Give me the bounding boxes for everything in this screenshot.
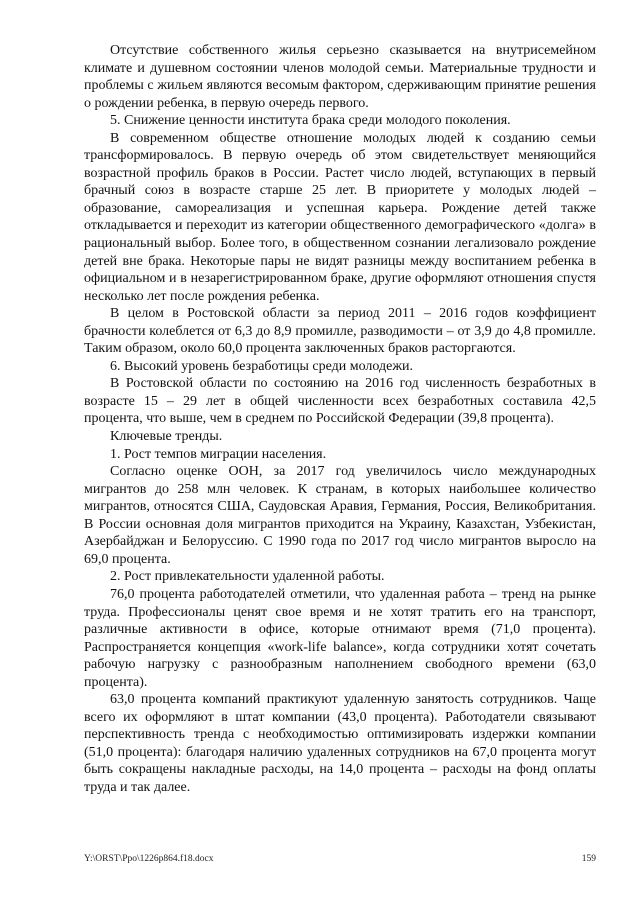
paragraph-remote-work-employers: 76,0 процента работодателей отметили, что удаленная работа – тренд на рынке труда. Профессионалы ценят свое время и не хотят тратить его на транспорт, различные активности в офисе, которые отнимают время (71,0 процента). Распространяется концепция «work-life balance», когда сотрудники хотят сочетать рабочую нагрузку с разнообразным наполнением свободного времени (63,0 процента). [84,586,596,690]
paragraph-migration: Согласно оценке ООН, за 2017 год увеличилось число международных мигрантов до 258 млн человек. К странам, в которых наибольшее количество мигрантов, относятся США, Саудовская Аравия, Германия, Россия, Великобритания. В России основная доля мигрантов приходится на Украину, Казахстан, Узбекистан, Азербайджан и Белоруссию. С 1990 года по 2017 год число мигрантов выросло на 69,0 процента. [84,464,596,567]
heading-migration: 1. Рост темпов миграции населения. [110,446,327,462]
paragraph-marriage-attitudes: В современном обществе отношение молодых людей к созданию семьи трансформировалось. В первую очередь об этом свидетельствует меняющийся возрастной профиль браков в России. Растет число людей, вступающих в первый брачный союз в возрасте старше 25 лет. В приоритете у молодых людей – образование, самореализация и успешная карьера. Рождение детей также откладывается и переходит из категории общественного демографического «долга» в рациональный выбор. Более того, в общественном сознании легализовало рождение детей вне брака. Некоторые пары не видят разницы между воспитанием ребенка в официальном и в незарегистрированном браке, другие оформляют отношения спустя несколько лет после рождения ребенка. [84,130,596,304]
heading-remote-work: 2. Рост привлекательности удаленной работы. [110,569,385,585]
heading-unemployment: 6. Высокий уровень безработицы среди молодежи. [110,358,413,374]
footer-file-path: Y:\ORST\Ppo\1226p864.f18.docx [84,854,214,864]
heading-key-trends: Ключевые тренды. [110,429,223,445]
paragraph-remote-work-companies: 63,0 процента компаний практикуют удаленную занятость сотрудников. Чаще всего их оформляют в штат компании (43,0 процента). Работодатели связывают перспективность тренда с необходимостью оптимизировать издержки компании (51,0 процента): благодаря наличию удаленных сотрудников на 67,0 процента могут быть сокращены накладные расходы, на 14,0 процента – расходы на фонд оплаты труда и так далее. [84,692,596,795]
paragraph-marriage-rates: В целом в Ростовской области за период 2011 – 2016 годов коэффициент брачности колеблется от 6,3 до 8,9 промилле, разводимости – от 3,9 до 4,8 промилле. Таким образом, около 60,0 процента заключенных браков расторгаются. [84,306,596,357]
document-body [84,42,596,797]
heading-marriage-value: 5. Снижение ценности института брака среди молодого поколения. [110,113,511,129]
page-number: 159 [581,854,596,864]
paragraph-housing: Отсутствие собственного жилья серьезно сказывается на внутрисемейном климате и душевном состоянии членов молодой семьи. Материальные трудности и проблемы с жильем являются весомым фактором, сдерживающим принятие решения о рождении ребенка, в первую очередь первого. [84,43,596,111]
paragraph-unemployment: В Ростовской области по состоянию на 2016 год численность безработных в возрасте 15 – 29 лет в общей численности всех безработных составила 42,5 процента, что выше, чем в среднем по Российской Федерации (39,8 процента). [84,376,596,427]
